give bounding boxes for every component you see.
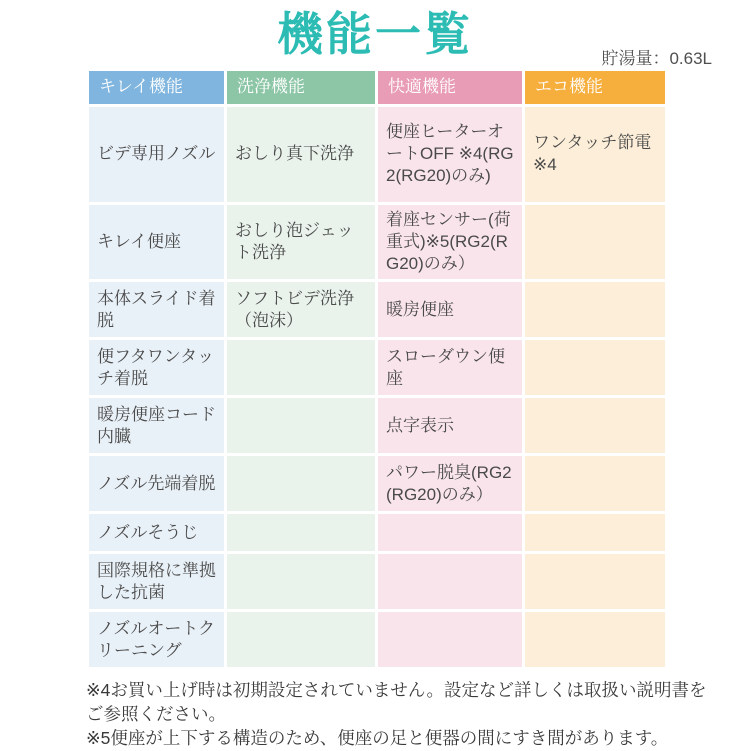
feature-cell: 便座ヒーターオートOFF ※4(RG2(RG20)のみ) [378, 107, 522, 202]
tank-capacity-label: 貯湯量：0.63L [601, 49, 712, 68]
table-row [89, 340, 665, 395]
feature-cell: 国際規格に準拠した抗菌 [89, 554, 224, 609]
feature-cell [525, 282, 665, 337]
feature-cell: キレイ便座 [89, 205, 224, 279]
feature-cell [227, 554, 375, 609]
feature-cell [378, 612, 522, 667]
feature-cell [525, 398, 665, 453]
table-header-row [89, 71, 665, 104]
feature-cell [227, 612, 375, 667]
feature-cell [227, 456, 375, 511]
feature-cell: 点字表示 [378, 398, 522, 453]
feature-cell [525, 205, 665, 279]
feature-cell: ソフトビデ洗浄（泡沫） [227, 282, 375, 337]
table-row [89, 514, 665, 551]
feature-cell: 暖房便座コード内臓 [89, 398, 224, 453]
table-row [89, 107, 665, 202]
feature-cell: 暖房便座 [378, 282, 522, 337]
feature-cell [525, 456, 665, 511]
feature-table [86, 68, 668, 670]
feature-cell [525, 612, 665, 667]
column-header-eco: エコ機能 [525, 71, 665, 104]
table-row [89, 205, 665, 279]
table-row [89, 456, 665, 511]
feature-cell [378, 554, 522, 609]
feature-cell: おしり真下洗浄 [227, 107, 375, 202]
column-header-senjou: 洗浄機能 [227, 71, 375, 104]
feature-cell: スローダウン便座 [378, 340, 522, 395]
table-row [89, 398, 665, 453]
table-row [89, 612, 665, 667]
feature-cell: ノズルオートクリーニング [89, 612, 224, 667]
feature-cell [227, 398, 375, 453]
feature-cell: おしり泡ジェット洗浄 [227, 205, 375, 279]
feature-cell: ノズル先端着脱 [89, 456, 224, 511]
feature-cell [227, 340, 375, 395]
table-row [89, 554, 665, 609]
table-row [89, 282, 665, 337]
feature-cell: ノズルそうじ [89, 514, 224, 551]
page-title: 機能一覧 [277, 8, 473, 60]
feature-cell: ワンタッチ節電 ※4 [525, 107, 665, 202]
feature-cell [525, 554, 665, 609]
column-header-kirei: キレイ機能 [89, 71, 224, 104]
feature-cell [378, 514, 522, 551]
feature-cell [525, 514, 665, 551]
footnotes [86, 678, 722, 750]
footnote-4: ※4お買い上げ時は初期設定されていません。設定など詳しくは取扱い説明書をご参照ください。 [86, 680, 707, 725]
column-header-kaiteki: 快適機能 [378, 71, 522, 104]
feature-cell: ビデ専用ノズル [89, 107, 224, 202]
feature-cell: 便フタワンタッチ着脱 [89, 340, 224, 395]
feature-cell: 着座センサー(荷重式)※5(RG2(RG20)のみ） [378, 205, 522, 279]
feature-cell: 本体スライド着脱 [89, 282, 224, 337]
feature-cell [227, 514, 375, 551]
feature-cell [525, 340, 665, 395]
footnote-5: ※5便座が上下する構造のため、便座の足と便器の間にすき間があります。 [86, 728, 669, 749]
feature-cell: パワー脱臭(RG2(RG20)のみ） [378, 456, 522, 511]
